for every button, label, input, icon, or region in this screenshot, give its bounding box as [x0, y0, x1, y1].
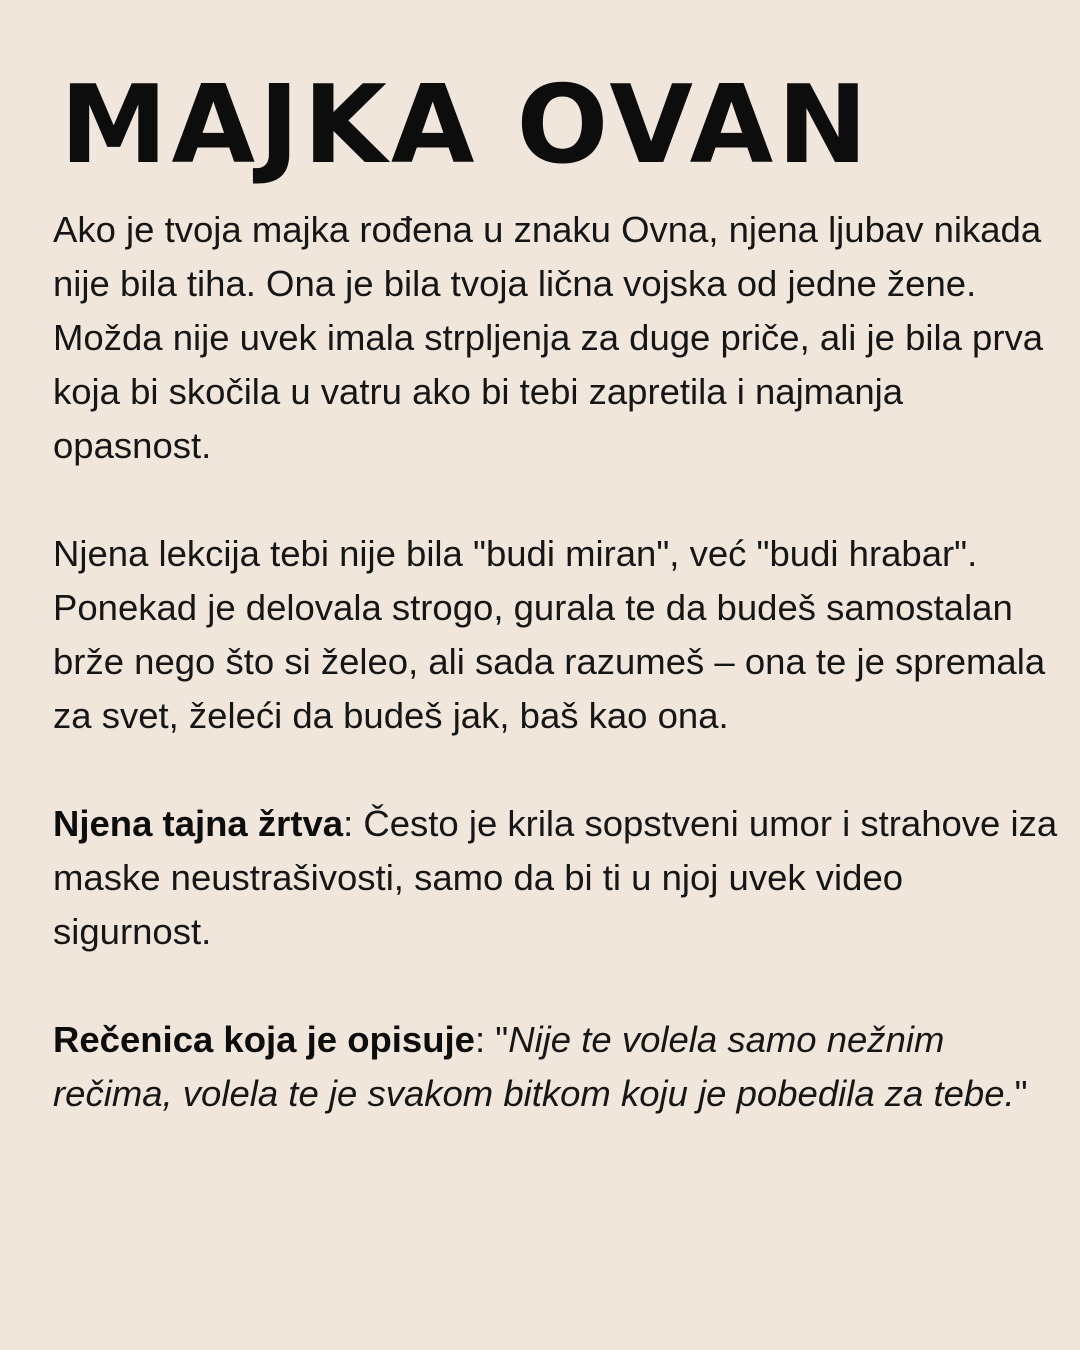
describing-sentence-label: Rečenica koja je opisuje [53, 1019, 475, 1060]
describing-sentence-separator: : " [474, 1019, 509, 1060]
paragraph-lesson: Njena lekcija tebi nije bila "budi miran", već "budi hrabar". Ponekad je delovala strogo, gurala te da budeš samostalan brže nego što si želeo, ali sada razumeš – ona te je spremala za svet, želeći da budeš jak, baš kao ona. [53, 533, 1046, 736]
article-body [53, 203, 1068, 1121]
paragraph-intro: Ako je tvoja majka rođena u znaku Ovna, njena ljubav nikada nije bila tiha. Ona je bila tvoja lična vojska od jedne žene. Možda nije uvek imala strpljenja za duge priče, ali je bila prva koja bi skočila u vatru ako bi tebi zapretila i najmanja opasnost. [53, 209, 1044, 466]
describing-sentence-closing: " [1014, 1073, 1028, 1114]
secret-sacrifice-text: Često je krila sopstveni umor i strahove iza maske neustrašivosti, samo da bi ti u njoj uvek video sigurnost. [53, 803, 1058, 952]
paragraph-describing-sentence [53, 1013, 1068, 1121]
paragraph-secret-sacrifice [53, 797, 1068, 959]
page-title [60, 63, 872, 188]
title-word-majka: MAJKA [60, 63, 479, 188]
secret-sacrifice-label: Njena tajna žrtva [53, 803, 344, 844]
describing-sentence-quote: Nije te volela samo nežnim rečima, volela te je svakom bitkom koju je pobedila za tebe. [53, 1019, 1015, 1114]
secret-sacrifice-separator: : [343, 803, 364, 844]
title-word-ovan: OVAN [516, 63, 872, 188]
